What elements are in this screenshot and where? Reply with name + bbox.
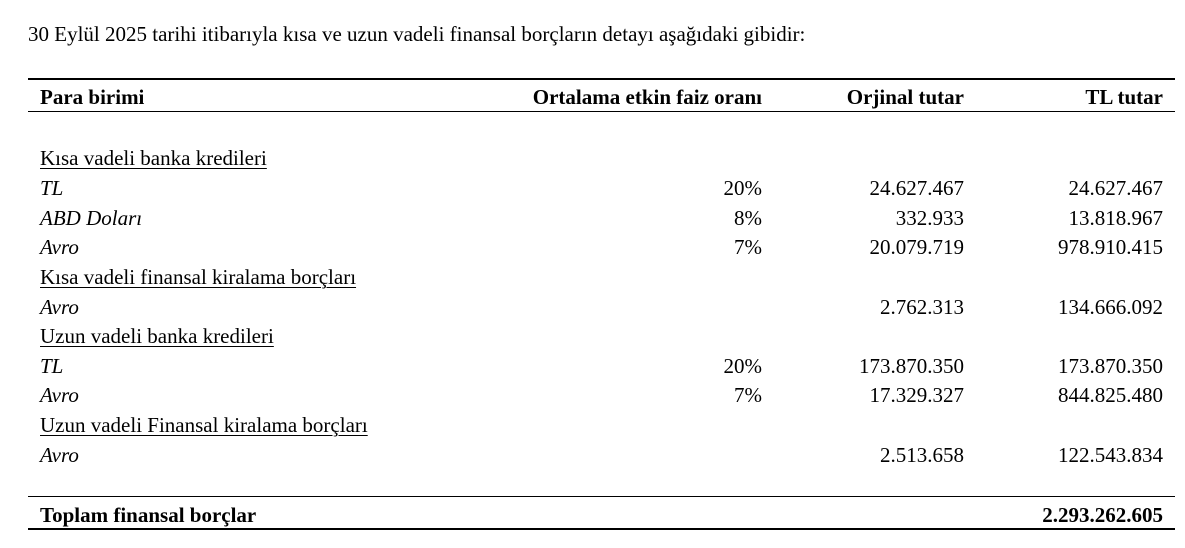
row-tl: 13.818.967 [1068,206,1163,230]
row-rate: 7% [734,383,762,407]
row-original: 24.627.467 [869,176,964,200]
section-title-row [28,321,1175,351]
row-rate: 7% [734,235,762,259]
total-top-rule [28,496,1175,497]
header-bottom-rule [28,111,1175,112]
table-row [28,203,1175,233]
row-currency: Avro [40,235,79,259]
row-currency: Avro [40,443,79,467]
table-row [28,380,1175,410]
row-tl: 844.825.480 [1058,383,1163,407]
section-title-row [28,410,1175,440]
row-tl: 173.870.350 [1058,354,1163,378]
header-original: Orjinal tutar [846,85,964,109]
header-rate: Ortalama etkin faiz oranı [532,85,762,109]
row-tl: 134.666.092 [1058,295,1163,319]
row-rate: 20% [723,176,762,200]
row-original: 332.933 [895,206,964,230]
table-row [28,292,1175,322]
intro-text: 30 Eylül 2025 tarihi itibarıyla kısa ve uzun vadeli finansal borçların detayı aşağıdaki gibidir: [28,22,806,46]
row-tl: 24.627.467 [1068,176,1163,200]
row-original: 20.079.719 [869,235,964,259]
table-bottom-rule [28,528,1175,530]
table-top-rule [28,78,1175,80]
row-original: 2.762.313 [880,295,964,319]
total-tl: 2.293.262.605 [1042,503,1163,527]
total-label: Toplam finansal borçlar [40,503,257,527]
section-title: Uzun vadeli banka kredileri [40,324,274,348]
header-currency: Para birimi [40,85,145,109]
row-original: 173.870.350 [859,354,964,378]
table-row [28,173,1175,203]
row-rate: 20% [723,354,762,378]
header-tl: TL tutar [1085,85,1163,109]
section-title: Kısa vadeli banka kredileri [40,146,267,170]
row-original: 17.329.327 [869,383,964,407]
section-title: Kısa vadeli finansal kiralama borçları [40,265,357,289]
row-tl: 122.543.834 [1058,443,1163,467]
row-tl: 978.910.415 [1058,235,1163,259]
section-title: Uzun vadeli Finansal kiralama borçları [40,413,368,437]
row-original: 2.513.658 [880,443,964,467]
table-row [28,440,1175,470]
row-rate: 8% [734,206,762,230]
section-title-row [28,143,1175,173]
row-currency: Avro [40,295,79,319]
section-title-row [28,262,1175,292]
row-currency: TL [40,176,64,200]
row-currency: ABD Doları [40,206,143,230]
row-currency: Avro [40,383,79,407]
table-row [28,232,1175,262]
row-currency: TL [40,354,64,378]
total-row [28,500,1175,530]
table-row [28,351,1175,381]
table-header [28,82,1175,112]
